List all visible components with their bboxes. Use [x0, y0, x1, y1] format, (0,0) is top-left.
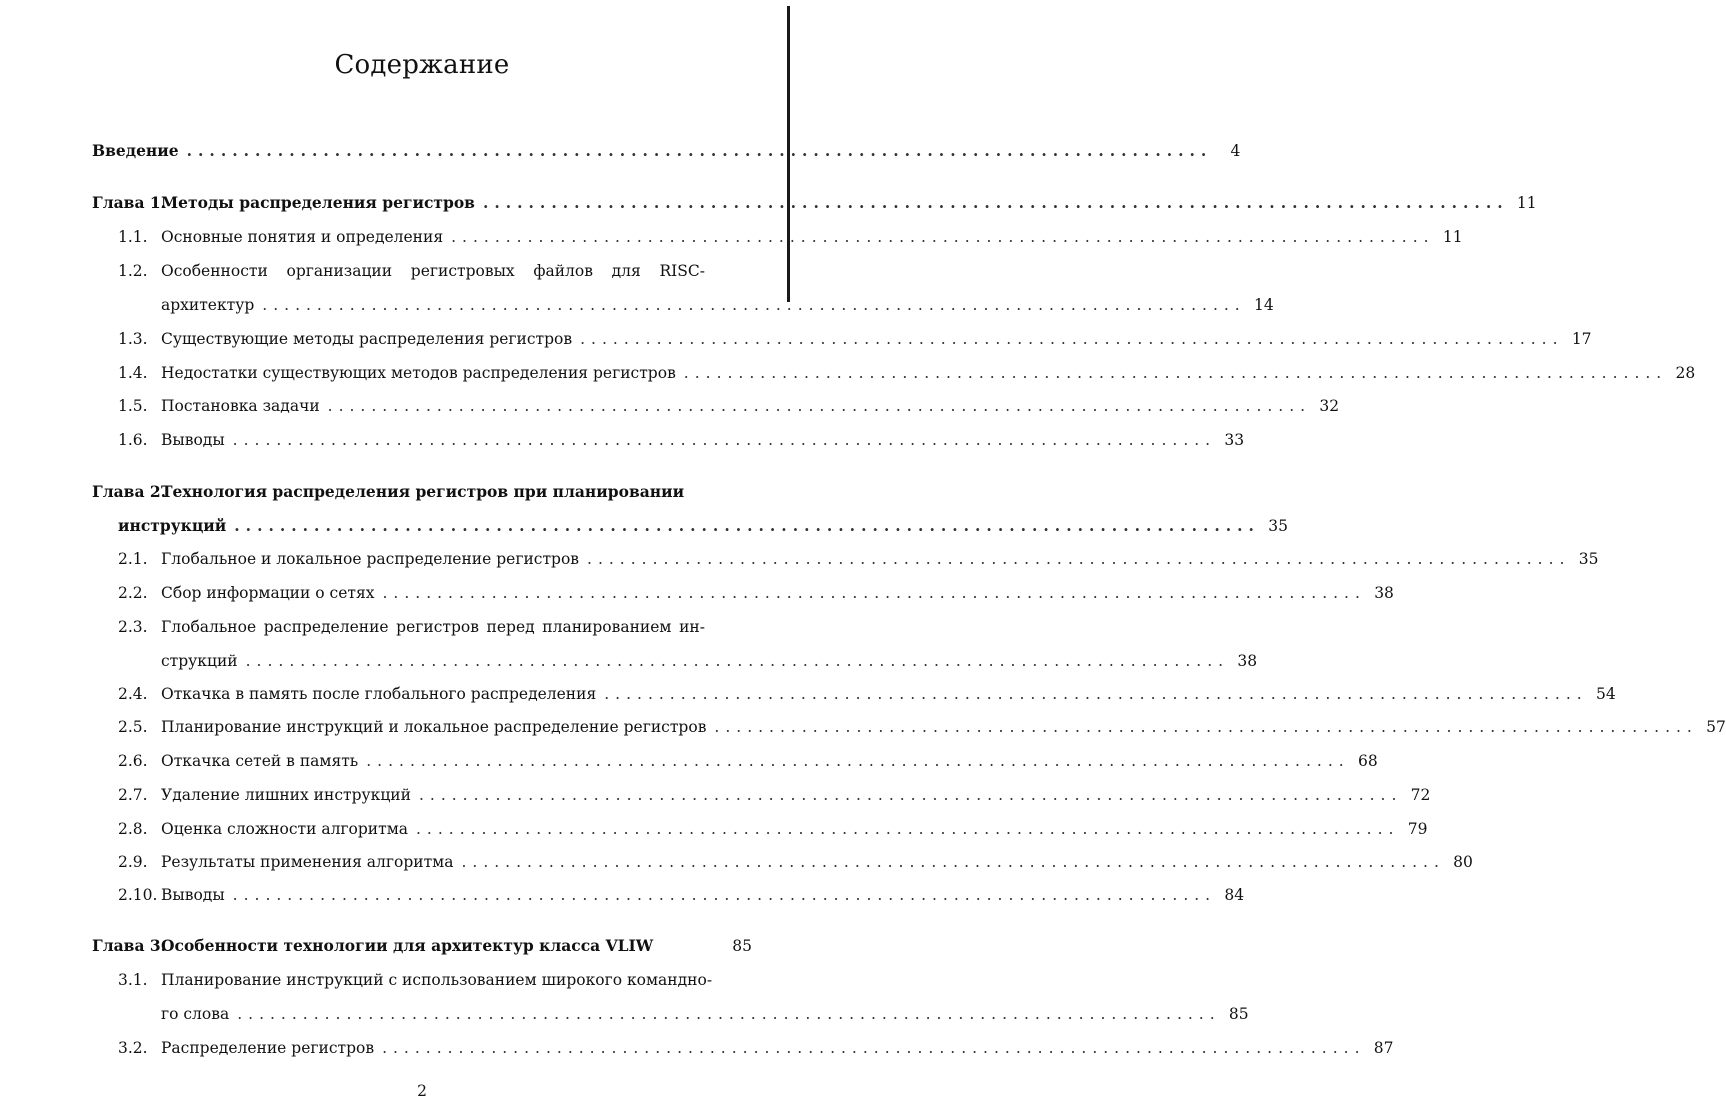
- dot-leader: ..........................................................................................: [327, 397, 1312, 415]
- toc-entry-section-1-2[interactable]: [92, 256, 1274, 320]
- toc-entry-title: Оценка сложности алгоритма: [161, 820, 408, 838]
- dot-leader: ..........................................................................................: [234, 516, 1260, 535]
- toc-entry-title-line2: инструкций: [118, 516, 227, 535]
- toc-entry-number: Глава 2.: [92, 482, 167, 501]
- toc-entry-section-2-7[interactable]: [92, 780, 1431, 810]
- toc-entry-number: 2.10.: [118, 886, 158, 904]
- dot-leader: ..........................................................................................: [587, 550, 1571, 568]
- toc-entry-section-1-4[interactable]: [92, 358, 1696, 388]
- toc-entry-section-3-2[interactable]: [92, 1033, 1394, 1063]
- toc-entry-title: Методы распределения регистров: [161, 193, 475, 212]
- dot-leader: ..........................................................................................: [482, 193, 1509, 212]
- toc-entry-number: 2.5.: [118, 718, 148, 736]
- toc-entry-title: Планирование инструкций и локальное распределение регистров: [161, 718, 707, 736]
- toc-entry-section-2-4[interactable]: [92, 679, 1616, 709]
- toc-entry-number: 2.8.: [118, 820, 148, 838]
- dot-leader: ..........................................................................................: [418, 786, 1403, 804]
- toc-entry-number: 1.5.: [118, 397, 148, 415]
- toc-page-number: 38: [1374, 584, 1394, 602]
- toc-entry-chapter-1[interactable]: [92, 188, 1537, 218]
- toc-entry-title: Постановка задачи: [161, 397, 320, 415]
- toc-page-number: 38: [1237, 652, 1258, 670]
- page-number: 2: [417, 1082, 427, 1100]
- toc-entry-title-line2: го слова: [161, 1005, 230, 1023]
- toc-page-number: 35: [1578, 550, 1599, 568]
- dot-leader: ..........................................................................................: [237, 1005, 1221, 1023]
- toc-entry-section-1-3[interactable]: [92, 324, 1592, 354]
- toc-entry-chapter-2[interactable]: [92, 477, 1288, 541]
- toc-entry-section-2-3[interactable]: [92, 612, 1258, 676]
- toc-entry-title: Распределение регистров: [161, 1039, 375, 1057]
- toc-entry-number: 1.2.: [118, 262, 148, 280]
- dot-leader: ..........................................................................................: [461, 853, 1445, 871]
- toc-entry-title-line1: Глобальное распределение регистров перед планированием ин-: [161, 618, 705, 636]
- dot-leader: ..........................................................................................: [366, 752, 1350, 770]
- toc-entry-title: Введение: [92, 141, 179, 160]
- toc-entry-number: Глава 3.: [92, 936, 167, 955]
- toc-entry-title-line2: архитектур: [161, 296, 255, 314]
- toc-entry-title: Откачка в память после глобального распределения: [161, 685, 597, 703]
- toc-entry-number: 2.2.: [118, 584, 148, 602]
- toc-entry-number: 2.6.: [118, 752, 148, 770]
- toc-entry-introduction[interactable]: [92, 136, 1241, 166]
- toc-page-number: 54: [1595, 685, 1616, 703]
- toc-page-number: 14: [1254, 296, 1274, 314]
- toc-page-number: 85: [1228, 1005, 1249, 1023]
- toc-page-number: 17: [1571, 330, 1592, 348]
- toc-entry-number: 1.6.: [118, 431, 148, 449]
- toc-page-number: 84: [1224, 886, 1245, 904]
- toc-entry-section-2-9[interactable]: [92, 847, 1473, 877]
- dot-leader: ..........................................................................................: [232, 886, 1217, 904]
- toc-entry-number: 3.2.: [118, 1039, 148, 1057]
- dot-leader: ..........................................................................................: [580, 330, 1564, 348]
- dot-leader: ..........................................................................................: [604, 685, 1588, 703]
- toc-entry-title: Глобальное и локальное распределение регистров: [161, 550, 580, 568]
- toc-entry-number: 2.4.: [118, 685, 148, 703]
- page-title: Содержание: [334, 50, 510, 80]
- dot-leader: ..........................................................................................: [382, 584, 1366, 602]
- toc-entry-title-line1: Технология распределения регистров при планировании: [161, 482, 685, 501]
- toc-entry-section-1-1[interactable]: [92, 222, 1463, 252]
- toc-entry-number: 1.4.: [118, 364, 148, 382]
- toc-entry-title-line1: Планирование инструкций с использованием широкого командно-: [161, 971, 713, 989]
- toc-page-number: 57: [1706, 718, 1726, 736]
- dot-leader: ..........................................................................................: [683, 364, 1668, 382]
- toc-entry-title: Сбор информации о сетях: [161, 584, 375, 602]
- toc-page-number: 4: [1230, 142, 1241, 160]
- toc-page-number: 72: [1410, 786, 1431, 804]
- toc-entry-number: Глава 1.: [92, 193, 167, 212]
- toc-page-number: 87: [1373, 1039, 1394, 1057]
- toc-page-number: 32: [1319, 397, 1340, 415]
- toc-entry-title: Выводы: [161, 431, 225, 449]
- toc-page-number: 35: [1268, 517, 1288, 535]
- toc-entry-section-3-1[interactable]: [92, 965, 1249, 1029]
- toc-entry-title: Особенности технологии для архитектур класса VLIW: [161, 936, 654, 955]
- toc-page-number: 79: [1407, 820, 1428, 838]
- toc-entry-section-2-2[interactable]: [92, 578, 1394, 608]
- toc-entry-title: Результаты применения алгоритма: [161, 853, 454, 871]
- toc-entry-chapter-3[interactable]: [92, 931, 752, 961]
- toc-page-number: 11: [1516, 194, 1537, 212]
- dot-leader: ..........................................................................................: [262, 296, 1246, 314]
- dot-leader: ..........................................................................................: [382, 1039, 1366, 1057]
- toc-entry-section-2-1[interactable]: [92, 544, 1599, 574]
- toc-entry-number: 2.3.: [118, 618, 148, 636]
- toc-page-number: 85: [732, 937, 752, 955]
- dot-leader: ..........................................................................................: [245, 652, 1230, 670]
- dot-leader: ..........................................................................................: [232, 431, 1217, 449]
- toc-entry-title: Удаление лишних инструкций: [161, 786, 411, 804]
- toc-entry-number: 2.7.: [118, 786, 148, 804]
- toc-entry-title: Выводы: [161, 886, 225, 904]
- toc-entry-title: Основные понятия и определения: [161, 228, 444, 246]
- toc-entry-number: 2.9.: [118, 853, 148, 871]
- toc-entry-number: 1.3.: [118, 330, 148, 348]
- toc-entry-title: Недостатки существующих методов распределения регистров: [161, 364, 676, 382]
- toc-entry-section-2-8[interactable]: [92, 814, 1428, 844]
- dot-leader: ..........................................................................................: [416, 820, 1400, 838]
- toc-entry-section-1-5[interactable]: [92, 391, 1340, 421]
- toc-entry-title-line2: струкций: [161, 652, 238, 670]
- dot-leader: ..........................................................................................: [186, 141, 1213, 160]
- toc-entry-number: 3.1.: [118, 971, 148, 989]
- toc-page-number: 80: [1453, 853, 1473, 871]
- toc-entry-number: 2.1.: [118, 550, 148, 568]
- toc-page-number: 28: [1675, 364, 1696, 382]
- toc-entry-title-line1: Особенности организации регистровых файлов для RISC-: [161, 262, 705, 280]
- toc-entry-section-2-5[interactable]: [92, 712, 1726, 742]
- toc-page-number: 33: [1224, 431, 1245, 449]
- toc-entry-section-2-10[interactable]: [92, 880, 1245, 910]
- toc-entry-number: 1.1.: [118, 228, 148, 246]
- toc-page-number: 11: [1442, 228, 1463, 246]
- toc-entry-section-2-6[interactable]: [92, 746, 1378, 776]
- toc-entry-title: Откачка сетей в память: [161, 752, 359, 770]
- dot-leader: ..........................................................................................: [714, 718, 1698, 736]
- toc-entry-section-1-6[interactable]: [92, 425, 1245, 455]
- dot-leader: ..........................................................................................: [451, 228, 1435, 246]
- toc-entry-title: Существующие методы распределения регистров: [161, 330, 573, 348]
- toc-page-number: 68: [1357, 752, 1378, 770]
